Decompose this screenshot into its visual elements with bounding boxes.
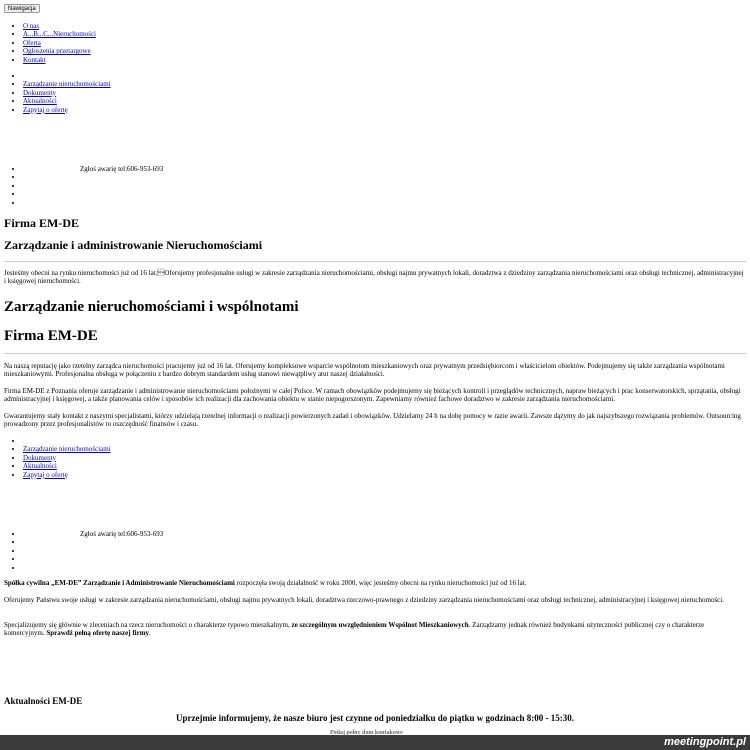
main-menu-item[interactable] — [23, 39, 96, 47]
main-menu-item[interactable] — [23, 47, 96, 55]
main-menu — [0, 22, 96, 64]
main-menu-item[interactable] — [23, 22, 96, 30]
company-heading: Firma EM-DE — [4, 216, 79, 230]
contact-list-item — [23, 555, 223, 563]
offer-paragraph: Firma EM-DE z Poznania oferuje zarządzanie i administrowanie nieruchomościami położnymi w całej Polsce. W ramach obowiązków podejmujemy się bieżących kontroli i przeglądów technicznych, napraw bieżących i prac konserwatorskich, sprzątania, obsługi administracyjnej i księgowej, a także planowania celów i sposobów ich realizacji dla zachowania obiektu w stanie niepogorszonym. Zapewniamy również fachowe doradztwo w zakresie zarządzania nieruchomościami. — [4, 387, 741, 404]
contact-list-item — [23, 199, 223, 207]
services-heading: Zarządzanie i administrowanie Nieruchomościami — [4, 238, 263, 252]
sub-menu-item[interactable] — [23, 97, 111, 105]
divider — [4, 261, 746, 262]
sub-menu-link-zarzadzanie[interactable]: Zarządzanie nieruchomościami — [23, 445, 111, 454]
page-title: Zarządzanie nieruchomościami i wspólnotami — [4, 299, 299, 315]
sub-menu-empty-item — [23, 72, 111, 80]
specialization-text: Specjalizujemy się głównie w zleceniach na rzecz nieruchomości o charakterze typowo mieszkalnym, — [4, 621, 292, 629]
contact-list-item — [23, 190, 223, 198]
sub-menu-item[interactable] — [23, 462, 111, 470]
reputation-paragraph: Na naszą reputację jako rzetelny zarządca nieruchomości pracujemy już od 16 lat. Oferujemy kompleksowe wsparcie wspólnotom mieszkaniowych oraz prywatnym przedsiębiorcom i właścicielom obiektów. Podejmujemy się także zarządzania wspólnotami mieszkaniowymi. Profesjonalna obsługa w połączeniu z bardzo dobrym standardem usług stanowi niewątpliwy atut naszej działalności. — [4, 362, 725, 379]
sub-menu-link-dokumenty[interactable]: Dokumenty — [23, 88, 57, 97]
main-menu-link-kontakt[interactable]: Kontakt — [23, 55, 46, 64]
sub-menu-link-zapytaj[interactable]: Zapytaj o ofertę — [23, 470, 68, 479]
emergency-phone-text: Zgłoś awarię tel:606-953-693 — [80, 530, 164, 538]
main-menu-item[interactable] — [23, 56, 96, 64]
sub-menu-item[interactable] — [23, 471, 111, 479]
contact-list-item — [23, 173, 223, 181]
sub-menu — [0, 437, 111, 479]
sub-menu-link-zarzadzanie[interactable]: Zarządzanie nieruchomościami — [23, 80, 111, 89]
page-subtitle: Firma EM-DE — [4, 328, 98, 344]
services-paragraph: Oferujemy Państwu swoje usługi w zakresie zarządzania nieruchomościami, obsługi najmu prywatnych lokali, doradztwa rzeczowo-prawnego z dziedziny zarządzania nieruchomościami oraz obsługi technicznej, administracyjnej i księgowej nieruchomości. — [4, 596, 724, 604]
intro-paragraph: Jesteśmy obecni na rynku nieruchomości już od 16 lat.Oferujemy profesjonalne usługi w zakresie zarządzania nieruchomościami, obsługi najmu prywatnych lokali, doradztwa z dziedziny zarządzania nieruchomościami oraz obsługi technicznej, administracyjnej i księgowej nieruchomości. — [4, 269, 744, 286]
contact-guarantee-paragraph: Gwarantujemy stały kontakt z naszymi specjalistami, którzy udzielają rzetelnej informacji o realizacji powierzonych zadań i obowiązków. Udzielamy 24 h na dobę pomocy w razie awarii. Zawsze dążymy do jak najszybszego rozwiązania problemów. Outsourcing prowadzony przez profesjonalistów to oszczędność finansów i czasu. — [4, 412, 741, 429]
sub-menu-link-aktualnosci[interactable]: Aktualności — [23, 97, 57, 106]
sub-menu — [0, 72, 111, 114]
divider — [4, 353, 746, 354]
sub-menu-item[interactable] — [23, 445, 111, 453]
full-offer-text: Sprawdź pełną ofertę naszej firmy — [46, 629, 150, 638]
sub-menu-link-aktualnosci[interactable]: Aktualności — [23, 462, 57, 471]
company-legal-name: Spółka cywilna „EM-DE” Zarządzanie i Administrowanie Nieruchomościami — [4, 579, 235, 587]
sub-menu-link-dokumenty[interactable]: Dokumenty — [23, 453, 57, 462]
sub-menu-item[interactable] — [23, 80, 111, 88]
specialization-text: . — [149, 629, 151, 638]
sub-menu-empty-item — [23, 437, 111, 445]
contact-list-item — [23, 547, 223, 555]
main-menu-link-abc[interactable]: A...B...C...Nieruchomości — [23, 30, 96, 39]
main-menu-link-ogloszenia[interactable]: Ogłoszenia przetargowe — [23, 47, 91, 56]
news-heading: Aktualności EM-DE — [4, 696, 83, 706]
footer-bar — [0, 730, 750, 750]
main-menu-link-oferta[interactable]: Oferta — [23, 38, 41, 47]
main-menu-link-o-nas[interactable]: O nas — [23, 22, 40, 30]
sub-menu-item[interactable] — [23, 454, 111, 462]
company-history-text: rozpoczęła swoją działalność w roku 2000, więc jesteśmy obecni na rynku nieruchomości już od 16 lat. — [234, 579, 527, 587]
main-menu-item[interactable] — [23, 30, 96, 38]
sub-menu-item[interactable] — [23, 106, 111, 114]
contact-list-item — [23, 564, 223, 572]
faded-text: Podaj pełny dom kontakowe — [330, 730, 403, 736]
emergency-phone-text: Zgłoś awarię tel:606-953-693 — [80, 165, 164, 173]
specialization-text: . Zarządzamy jednak również budynkami użyteczności publicznej czy o charakterze komercyjnym. — [4, 621, 705, 638]
navigation-toggle-button[interactable]: Nawigacja — [4, 4, 40, 13]
brand-watermark: meetingpoint.pl — [664, 736, 746, 748]
office-hours-announcement: Uprzejmie informujemy, że nasze biuro jest czynne od poniedziałku do piątku w godzinach 8:00 - 15:30. — [175, 713, 575, 723]
company-history-paragraph — [4, 579, 744, 587]
specialization-paragraph — [4, 621, 744, 638]
specialization-highlight: ze szczególnym uwzględnieniem Wspólnot Mieszkaniowych — [291, 621, 469, 629]
contact-list-item — [23, 538, 223, 546]
sub-menu-link-zapytaj[interactable]: Zapytaj o ofertę — [23, 105, 68, 114]
contact-list-item — [23, 182, 223, 190]
sub-menu-item[interactable] — [23, 89, 111, 97]
